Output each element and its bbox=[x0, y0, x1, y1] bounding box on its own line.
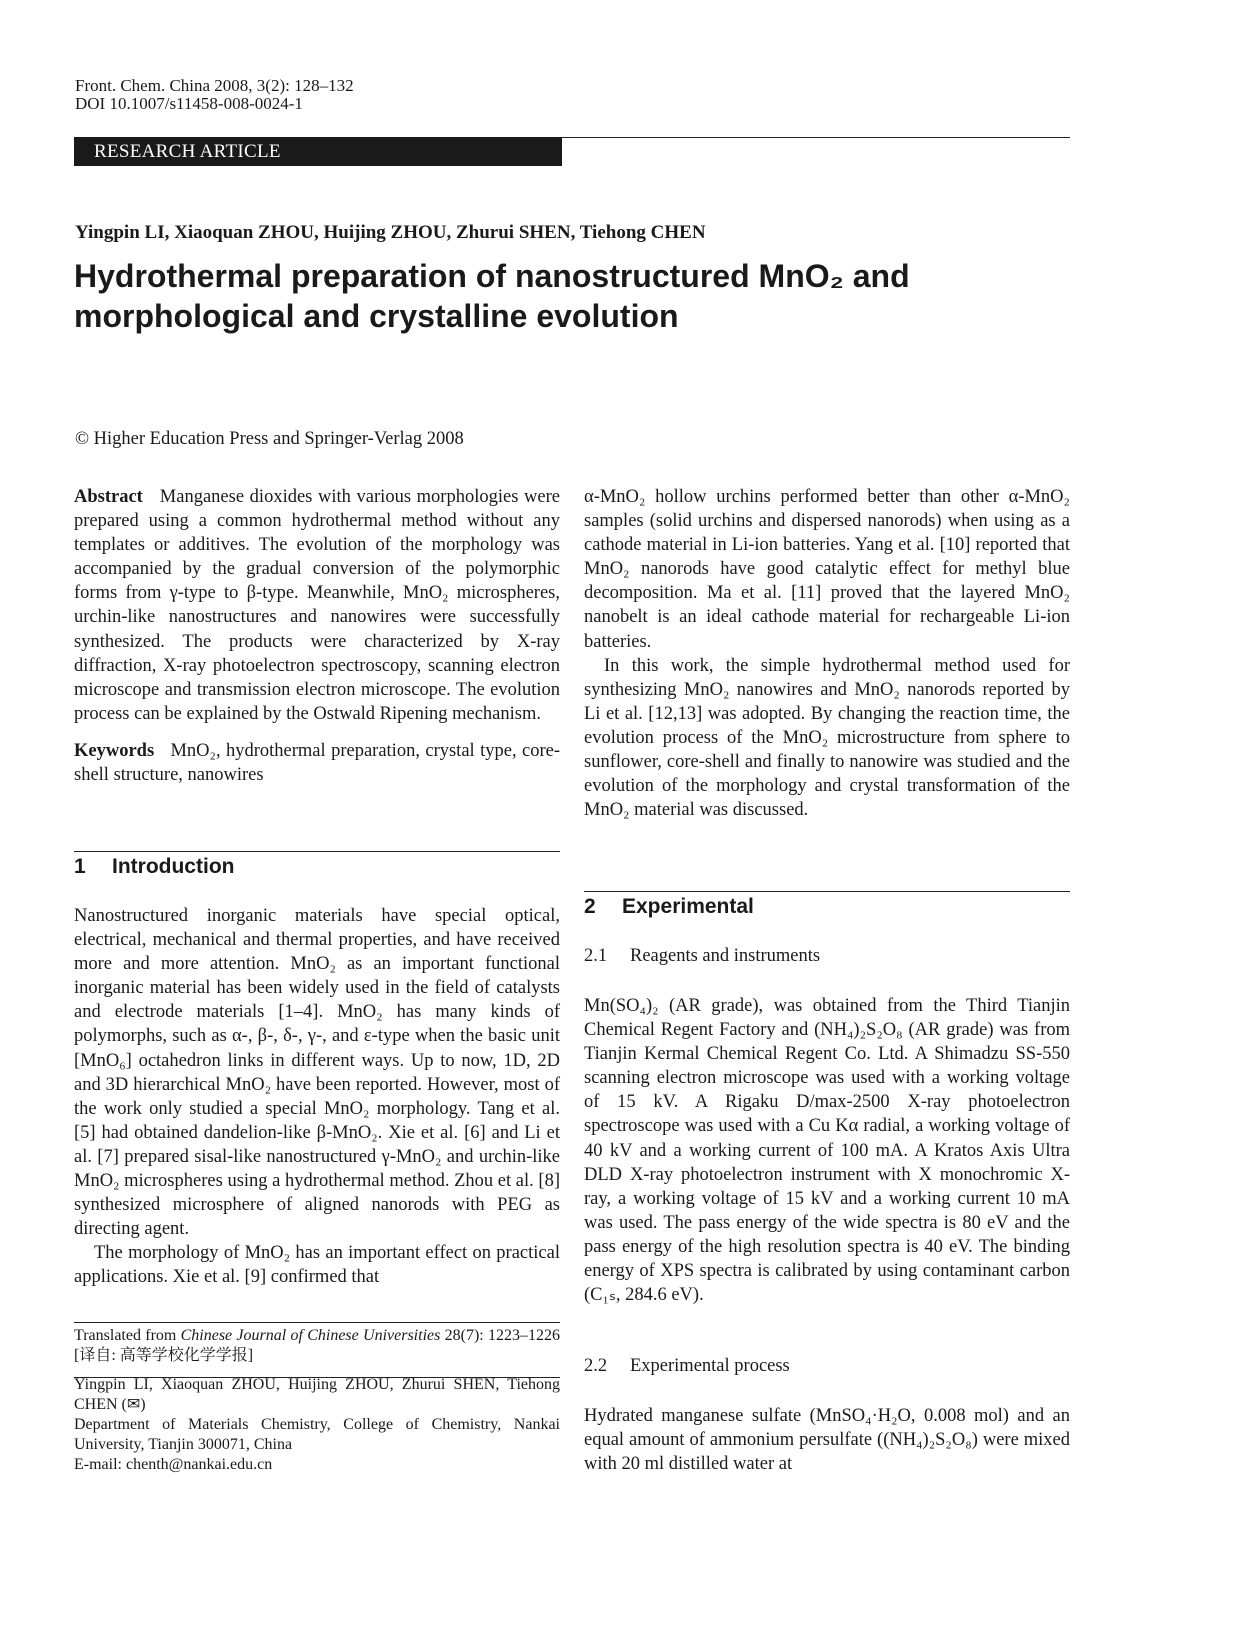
subsection-number: 2.1 bbox=[584, 946, 608, 966]
section-heading-experimental bbox=[584, 895, 754, 919]
paragraph: α-MnO₂ hollow urchins performed better than other α-MnO₂ samples (solid urchins and dispersed nanorods) when using as a cathode material in Li-ion batteries. Yang et al. [10] reported that MnO₂ nanorods have good catalytic effect for methyl blue decomposition. Ma et al. [11] proved that the layered MnO₂ nanobelt is an ideal cathode material for rechargeable Li-ion batteries. bbox=[584, 487, 1070, 652]
title-line: Hydrothermal preparation of nanostructured MnO₂ and bbox=[74, 258, 910, 294]
corresponding-authors: Yingpin LI, Xiaoquan ZHOU, Huijing ZHOU, Zhurui SHEN, Tiehong CHEN (✉) bbox=[74, 1376, 560, 1413]
paper-title bbox=[74, 256, 1034, 336]
abstract bbox=[74, 485, 560, 726]
doi: DOI 10.1007/s11458-008-0024-1 bbox=[75, 94, 303, 113]
keywords bbox=[74, 739, 560, 787]
subsection-title: Experimental process bbox=[630, 1356, 790, 1376]
paragraph: Nanostructured inorganic materials have special optical, electrical, mechanical and thermal properties, and have received more and more attention. MnO₂ as an important functional inorganic material has been widely used in the field of catalysts and electrode materials [1–4]. MnO₂ has many kinds of polymorphs, such as α-, β-, δ-, γ-, and ε-type when the basic unit [MnO₆] octahedron links in different ways. Up to now, 1D, 2D and 3D hierarchical MnO₂ have been reported. However, most of the work only studied a special MnO₂ morphology. Tang et al. [5] had obtained dandelion-like β-MnO₂. Xie et al. [6] and Li et al. [7] prepared sisal-like nanostructured γ-MnO₂ and urchin-like MnO₂ microspheres using a hydrothermal method. Zhou et al. [8] synthesized microsphere of aligned nanorods with PEG as directing agent. bbox=[74, 906, 560, 1240]
keywords-text: MnO₂, hydrothermal preparation, crystal type, core-shell structure, nanowires bbox=[74, 740, 560, 786]
section-number: 1 bbox=[74, 855, 86, 878]
paragraph: The morphology of MnO₂ has an important effect on practical applications. Xie et al. [9] confirmed that bbox=[74, 1243, 560, 1288]
paragraph: Hydrated manganese sulfate (MnSO₄·H₂O, 0.008 mol) and an equal amount of ammonium persulfate ((NH₄)₂S₂O₈) were mixed with 20 ml distilled water at bbox=[584, 1406, 1070, 1475]
section-rule bbox=[74, 851, 560, 852]
reagents-text bbox=[584, 994, 1070, 1307]
section-title: Introduction bbox=[112, 855, 235, 878]
subsection-title: Reagents and instruments bbox=[630, 946, 821, 966]
copyright: © Higher Education Press and Springer-Verlag 2008 bbox=[75, 429, 464, 449]
email[interactable]: E-mail: chenth@nankai.edu.cn bbox=[74, 1456, 273, 1473]
process-text bbox=[584, 1404, 1070, 1476]
footnote-rule bbox=[74, 1322, 560, 1323]
journal-citation: Front. Chem. China 2008, 3(2): 128–132 bbox=[75, 76, 354, 95]
section-number: 2 bbox=[584, 895, 596, 918]
paragraph: Mn(SO₄)₂ (AR grade), was obtained from the Third Tianjin Chemical Regent Factory and (NH₄)₂S₂O₈ (AR grade) was from Tianjin Kermal Chemical Regent Co. Ltd. A Shimadzu SS-550 scanning electron microscope was used with a working voltage of 15 kV. A Rigaku D/max-2500 X-ray photoelectron spectroscope was used with a Cu Kα radial, a working voltage of 40 kV and a working current of 100 mA. A Kratos Axis Ultra DLD X-ray photoelectron instrument with X monochromic X-ray, a working voltage of 15 kV and a working current 10 mA was used. The pass energy of the wide spectra is 80 eV and the pass energy of the high resolution spectra is 40 eV. The binding energy of XPS spectra is calibrated by using contaminant carbon (C₁ₛ, 284.6 eV). bbox=[584, 996, 1070, 1306]
right-column bbox=[584, 485, 1070, 822]
left-column bbox=[74, 485, 560, 787]
subsection-number: 2.2 bbox=[584, 1356, 608, 1376]
text: Translated from bbox=[74, 1327, 181, 1344]
journal-name: Chinese Journal of Chinese Universities bbox=[180, 1327, 441, 1344]
intro-text bbox=[74, 904, 560, 1290]
author-affiliation bbox=[74, 1375, 560, 1475]
subsection-heading bbox=[584, 1356, 790, 1377]
authors: Yingpin LI, Xiaoquan ZHOU, Huijing ZHOU, Zhurui SHEN, Tiehong CHEN bbox=[75, 222, 706, 243]
text: 28(7): 1223–1226 [译自: 高等学校化学学报] bbox=[74, 1327, 560, 1364]
abstract-text: Manganese dioxides with various morphologies were prepared using a common hydrothermal method without any templates or additives. The evolution of the morphology was accompanied by the gradual conversion of the polymorphic forms from γ-type to β-type. Meanwhile, MnO₂ microspheres, urchin-like nanostructures and nanowires were successfully synthesized. The products were characterized by X-ray diffraction, X-ray photoelectron spectroscopy, scanning electron microscope and transmission electron microscope. The evolution process can be explained by the Ostwald Ripening mechanism. bbox=[74, 487, 560, 724]
section-title: Experimental bbox=[622, 895, 754, 918]
subsection-heading bbox=[584, 946, 820, 967]
section-heading-introduction bbox=[74, 855, 234, 879]
section-rule bbox=[584, 891, 1070, 892]
translation-note bbox=[74, 1326, 560, 1366]
affiliation: Department of Materials Chemistry, College of Chemistry, Nankai University, Tianjin 300071, China bbox=[74, 1416, 560, 1453]
paragraph: In this work, the simple hydrothermal method used for synthesizing MnO₂ nanowires and MnO₂ nanorods reported by Li et al. [12,13] was adopted. By changing the reaction time, the evolution process of the MnO₂ microstructure from sphere to sunflower, core-shell and finally to nanowire was studied and the evolution of the morphology and crystal transformation of the MnO₂ material was discussed. bbox=[584, 655, 1070, 821]
keywords-label: Keywords bbox=[74, 740, 155, 761]
title-line: morphological and crystalline evolution bbox=[74, 298, 679, 334]
abstract-label: Abstract bbox=[74, 487, 143, 507]
article-type-banner: RESEARCH ARTICLE bbox=[74, 137, 562, 166]
